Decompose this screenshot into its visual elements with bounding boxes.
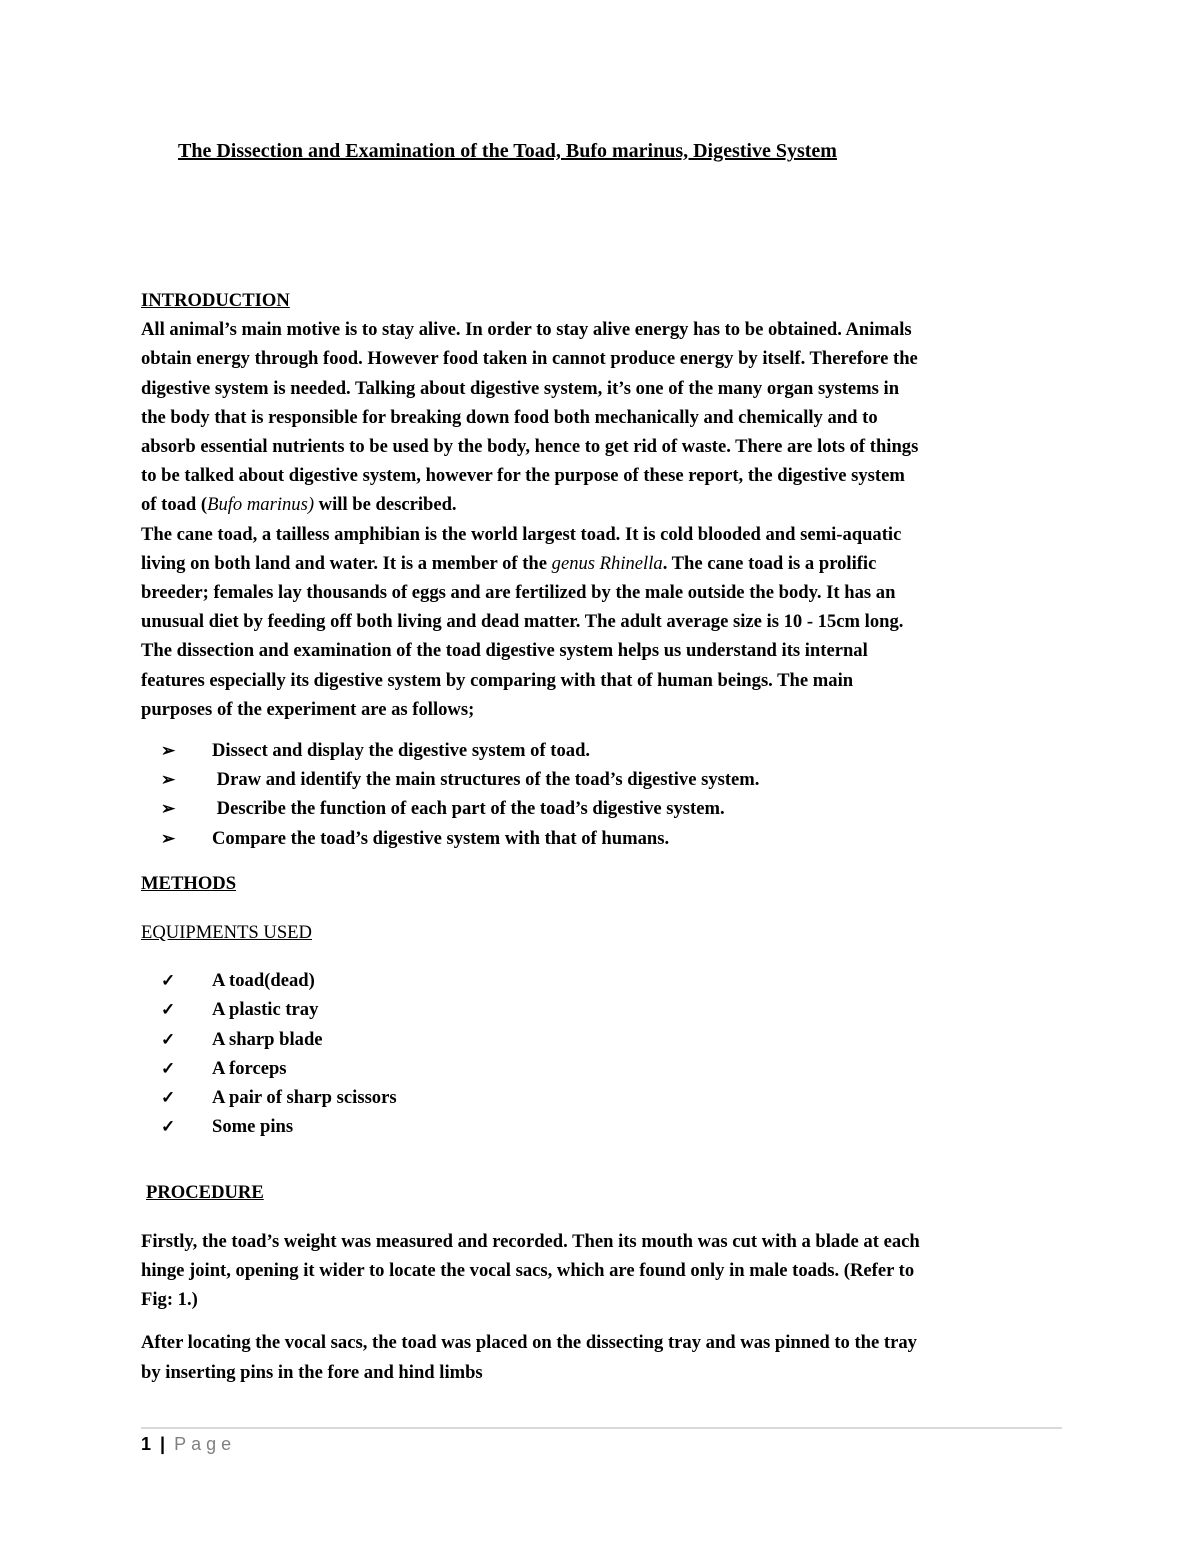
list-item xyxy=(141,1112,1061,1141)
procedure-paragraph-2 xyxy=(141,1328,1061,1386)
list-item-text: A sharp blade xyxy=(212,1028,323,1050)
text-line: purposes of the experiment are as follows; xyxy=(141,698,475,720)
list-item-text: Draw and identify the main structures of the toad’s digestive system. xyxy=(212,769,760,791)
arrow-bullet-icon: ➢ xyxy=(161,770,176,790)
text-run: living on both land and water. It is a member of the xyxy=(141,552,552,574)
arrow-bullet-icon: ➢ xyxy=(161,799,176,819)
list-item-text: Compare the toad’s digestive system with that of humans. xyxy=(212,827,670,849)
text-line: by inserting pins in the fore and hind limbs xyxy=(141,1361,483,1383)
list-item-text: Dissect and display the digestive system of toad. xyxy=(212,740,591,762)
text-run: will be described. xyxy=(314,494,457,516)
arrow-bullet-icon: ➢ xyxy=(161,828,176,848)
text-line: the body that is responsible for breaking down food both mechanically and chemically and to xyxy=(141,406,878,428)
text-line: Firstly, the toad’s weight was measured and recorded. Then its mouth was cut with a blade at each xyxy=(141,1230,920,1252)
text-line: Fig: 1.) xyxy=(141,1289,198,1311)
text-line: absorb essential nutrients to be used by the body, hence to get rid of waste. There are lots of things xyxy=(141,436,919,458)
equipment-heading: EQUIPMENTS USED xyxy=(141,922,312,944)
list-item-text: Some pins xyxy=(212,1116,294,1138)
list-item xyxy=(141,966,1061,995)
list-item xyxy=(141,1054,1061,1083)
text-line: breeder; females lay thousands of eggs and are fertilized by the male outside the body. It has an xyxy=(141,582,896,604)
document-title: The Dissection and Examination of the Toad, Bufo marinus, Digestive System xyxy=(178,140,837,162)
list-item-text: Describe the function of each part of the toad’s digestive system. xyxy=(212,798,725,820)
procedure-paragraph-1 xyxy=(141,1227,1061,1315)
page-footer xyxy=(141,1434,236,1455)
text-line: The dissection and examination of the toad digestive system helps us understand its internal xyxy=(141,640,868,662)
text-line xyxy=(141,490,1061,519)
arrow-bullet-icon: ➢ xyxy=(161,741,176,761)
checkmark-icon: ✓ xyxy=(161,1029,176,1049)
checkmark-icon: ✓ xyxy=(161,1088,176,1108)
genus-name-italic: genus Rhinella xyxy=(551,552,663,574)
text-line: digestive system is needed. Talking about digestive system, it’s one of the many organ systems in xyxy=(141,377,900,399)
list-item-text: A toad(dead) xyxy=(212,970,315,992)
text-line xyxy=(141,549,1061,578)
list-item-text: A forceps xyxy=(212,1057,287,1079)
checkmark-icon: ✓ xyxy=(161,1058,176,1078)
text-line: After locating the vocal sacs, the toad was placed on the dissecting tray and was pinned to the tray xyxy=(141,1332,917,1354)
text-run: of toad ( xyxy=(141,494,208,516)
purposes-list xyxy=(141,736,1061,853)
list-item xyxy=(141,765,1061,794)
text-line: obtain energy through food. However food taken in cannot produce energy by itself. Therefore the xyxy=(141,348,918,370)
checkmark-icon: ✓ xyxy=(161,1117,176,1137)
footer-divider xyxy=(141,1427,1062,1429)
list-item-text: A pair of sharp scissors xyxy=(212,1087,397,1109)
methods-heading: METHODS xyxy=(141,872,237,894)
text-run: . The cane toad is a prolific xyxy=(662,552,877,574)
document-body xyxy=(141,286,1061,1387)
list-item xyxy=(141,995,1061,1024)
list-item xyxy=(141,794,1061,823)
checkmark-icon: ✓ xyxy=(161,971,176,991)
text-line: features especially its digestive system by comparing with that of human beings. The main xyxy=(141,669,854,691)
list-item xyxy=(141,1025,1061,1054)
list-item-text: A plastic tray xyxy=(212,999,319,1021)
text-line: The cane toad, a tailless amphibian is the world largest toad. It is cold blooded and semi-aquatic xyxy=(141,523,902,545)
checkmark-icon: ✓ xyxy=(161,1000,176,1020)
text-line: All animal’s main motive is to stay alive. In order to stay alive energy has to be obtained. Animals xyxy=(141,319,912,341)
text-line: hinge joint, opening it wider to locate the vocal sacs, which are found only in male toads. (Refer to xyxy=(141,1259,915,1281)
introduction-heading: INTRODUCTION xyxy=(141,290,290,311)
procedure-heading: PROCEDURE xyxy=(146,1182,264,1204)
page-number: 1 xyxy=(141,1434,152,1454)
footer-separator: | xyxy=(160,1434,166,1454)
text-line: to be talked about digestive system, however for the purpose of these report, the digestive system xyxy=(141,465,905,487)
list-item xyxy=(141,824,1061,853)
introduction-paragraph-1 xyxy=(141,315,1061,519)
species-name-italic: Bufo marinus) xyxy=(207,494,315,516)
list-item xyxy=(141,1083,1061,1112)
list-item xyxy=(141,736,1061,765)
equipment-list xyxy=(141,966,1061,1141)
introduction-paragraph-2 xyxy=(141,520,1061,724)
page-label: Page xyxy=(174,1434,237,1454)
text-line: unusual diet by feeding off both living and dead matter. The adult average size is 10 - 15cm long. xyxy=(141,611,904,633)
